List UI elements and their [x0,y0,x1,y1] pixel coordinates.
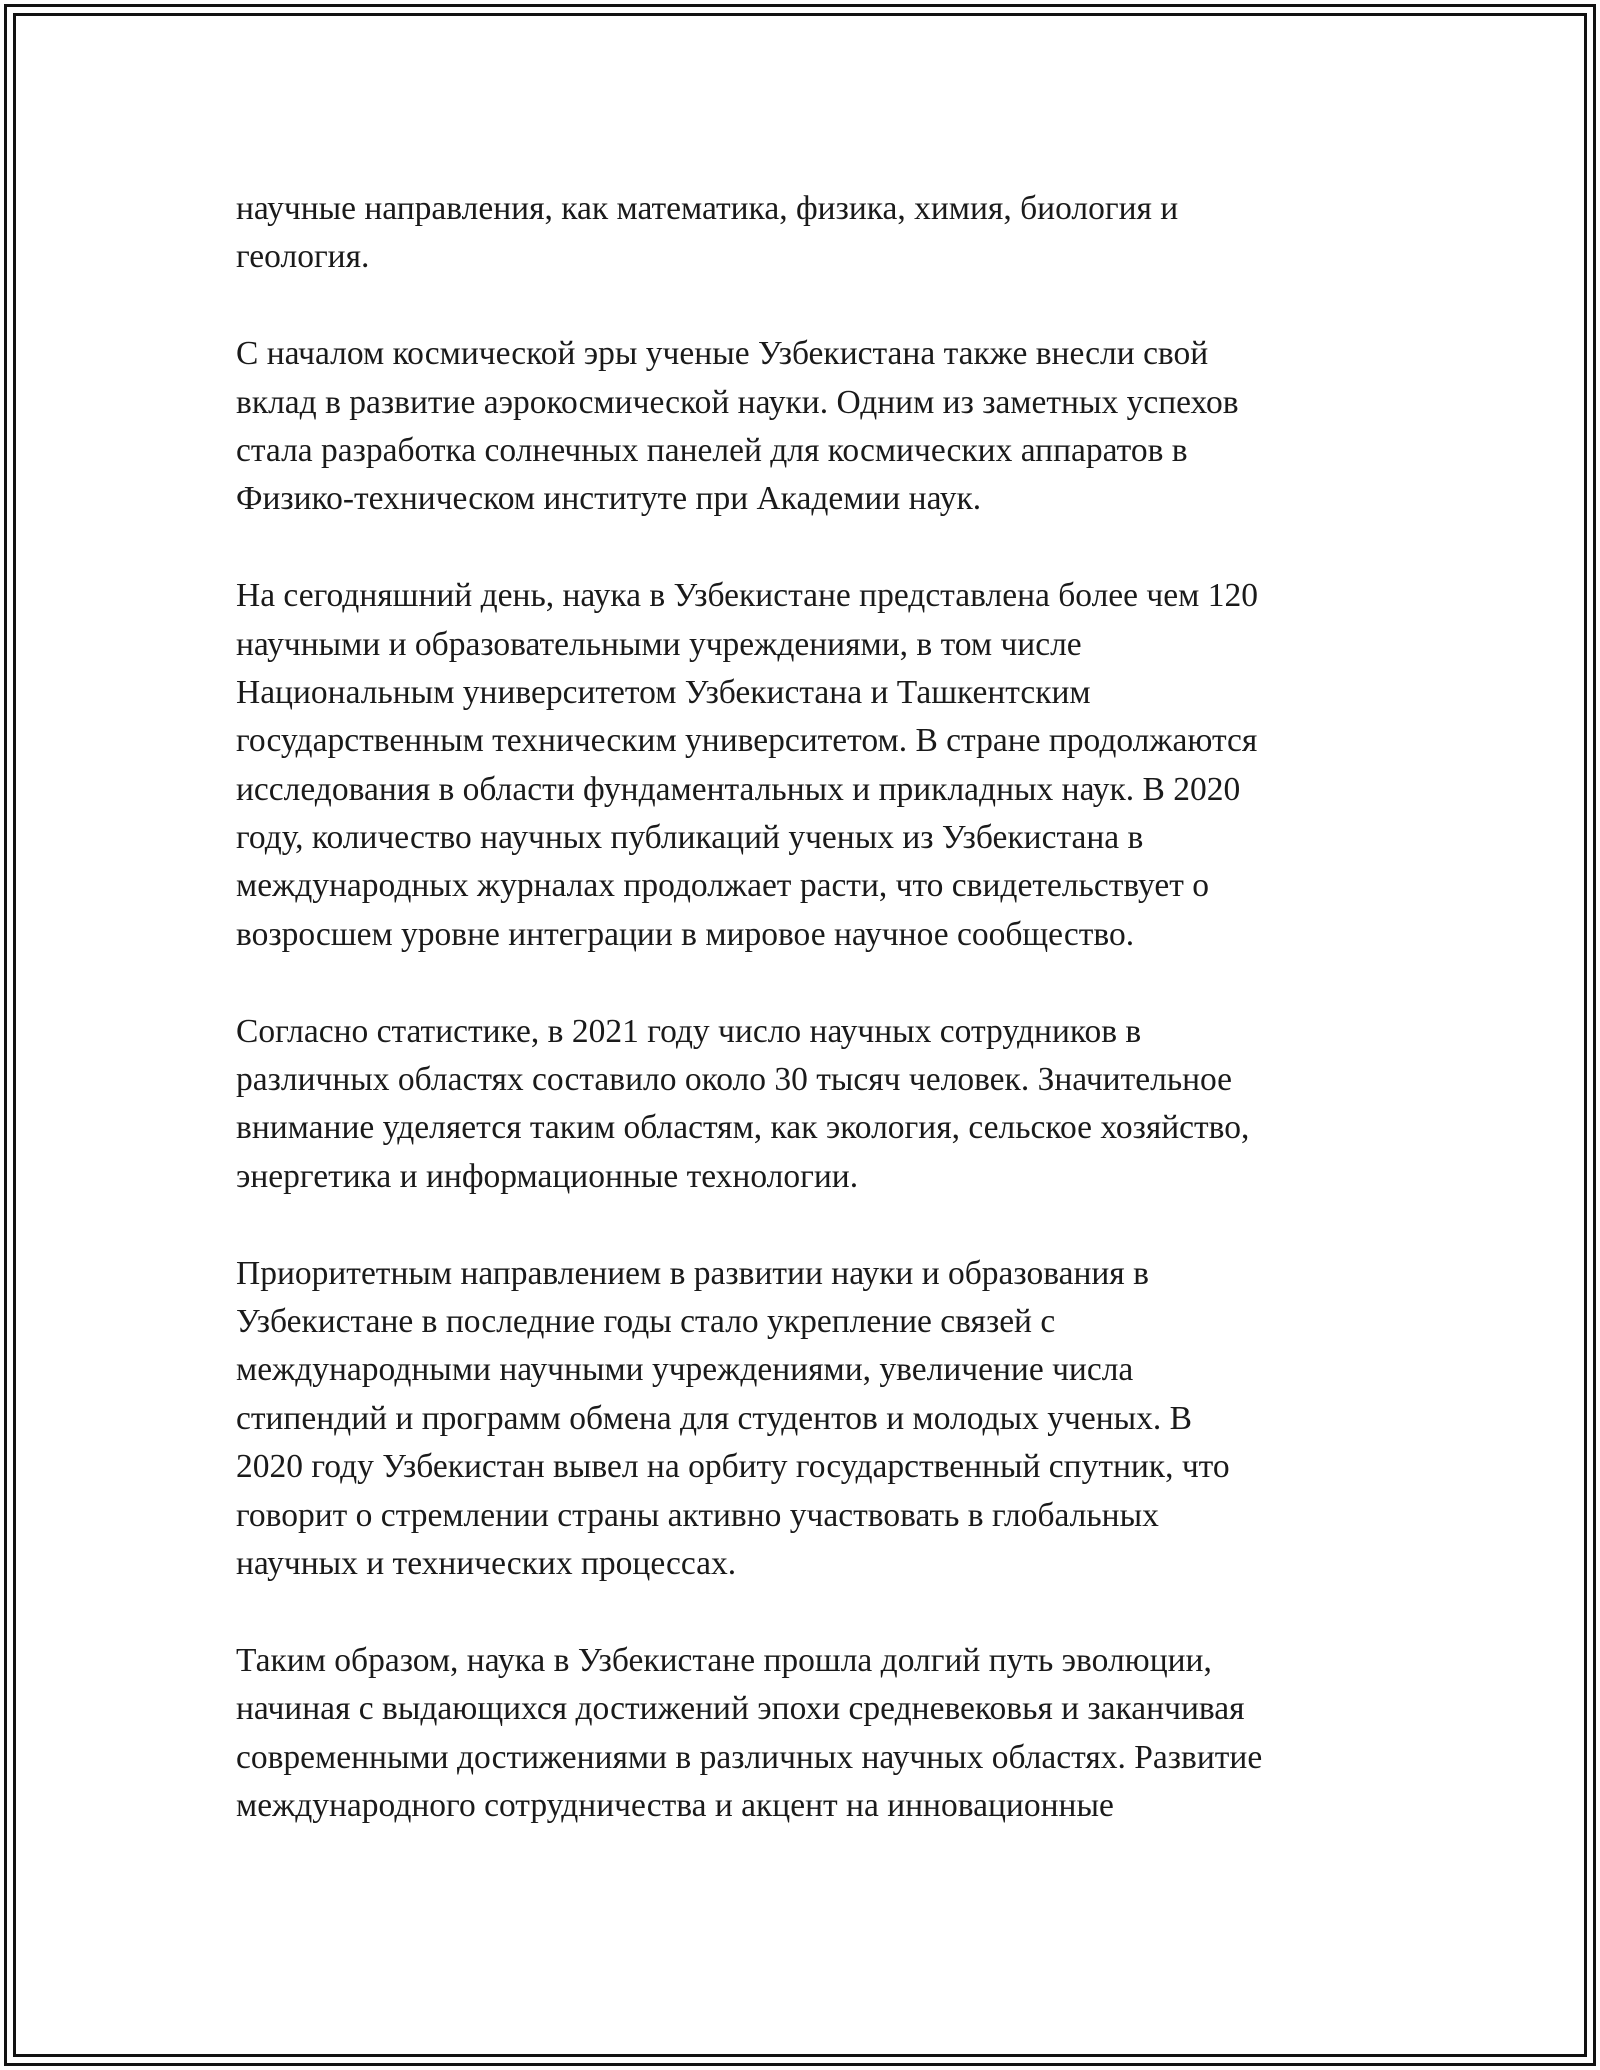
text-line: вклад в развитие аэрокосмической науки. Одним из заметных успехов [236,383,1239,421]
text-line: Таким образом, наука в Узбекистане прошла долгий путь эволюции, [236,1641,1212,1679]
text-line: внимание уделяется таким областям, как экология, сельское хозяйство, [236,1109,1250,1147]
text-line: Узбекистане в последние годы стало укрепление связей с [236,1302,1056,1340]
text-line: различных областях составило около 30 тысяч человек. Значительное [236,1061,1233,1099]
text-line: международного сотрудничества и акцент на инновационные [236,1786,1114,1824]
text-line: Согласно статистике, в 2021 году число научных сотрудников в [236,1012,1142,1050]
text-line: современными достижениями в различных научных областях. Развитие [236,1738,1263,1776]
text-line: возросшем уровне интеграции в мировое научное сообщество. [236,915,1135,953]
text-line: На сегодняшний день, наука в Узбекистане представлена более чем 120 [236,577,1258,615]
text-line: международных журналах продолжает расти, что свидетельствует о [236,867,1209,905]
text-line: государственным техническим университетом. В стране продолжаются [236,722,1258,760]
text-line: начиная с выдающихся достижений эпохи средневековья и заканчивая [236,1690,1245,1728]
text-line: научные направления, как математика, физика, химия, биология и [236,190,1179,227]
text-line: стипендий и программ обмена для студентов и молодых ученых. В [236,1399,1192,1437]
text-line: исследования в области фундаментальных и прикладных наук. В 2020 [236,770,1241,808]
text-line: энергетика и информационные технологии. [236,1157,859,1195]
text-line: стала разработка солнечных панелей для космических аппаратов в [236,431,1188,469]
paragraph-6 [236,1637,1386,1831]
text-line: научных и технических процессах. [236,1544,737,1582]
text-line: Приоритетным направлением в развитии науки и образования в [236,1254,1149,1292]
text-line: геология. [236,238,370,276]
text-line: Национальным университетом Узбекистана и Ташкентским [236,673,1091,711]
document-body [236,185,1386,1879]
text-line: говорит о стремлении страны активно участвовать в глобальных [236,1496,1159,1534]
paragraph-4 [236,1008,1386,1202]
paragraph-2 [236,330,1386,524]
paragraph-5 [236,1250,1386,1589]
text-line: 2020 году Узбекистан вывел на орбиту государственный спутник, что [236,1448,1230,1486]
paragraph-1 [236,185,1386,282]
paragraph-3 [236,572,1386,959]
text-line: международными научными учреждениями, увеличение числа [236,1351,1134,1389]
text-line: С началом космической эры ученые Узбекистана также внесли свой [236,335,1209,373]
text-line: научными и образовательными учреждениями, в том числе [236,625,1082,663]
text-line: Физико-техническом институте при Академии наук. [236,480,982,518]
text-line: году, количество научных публикаций ученых из Узбекистана в [236,819,1144,857]
